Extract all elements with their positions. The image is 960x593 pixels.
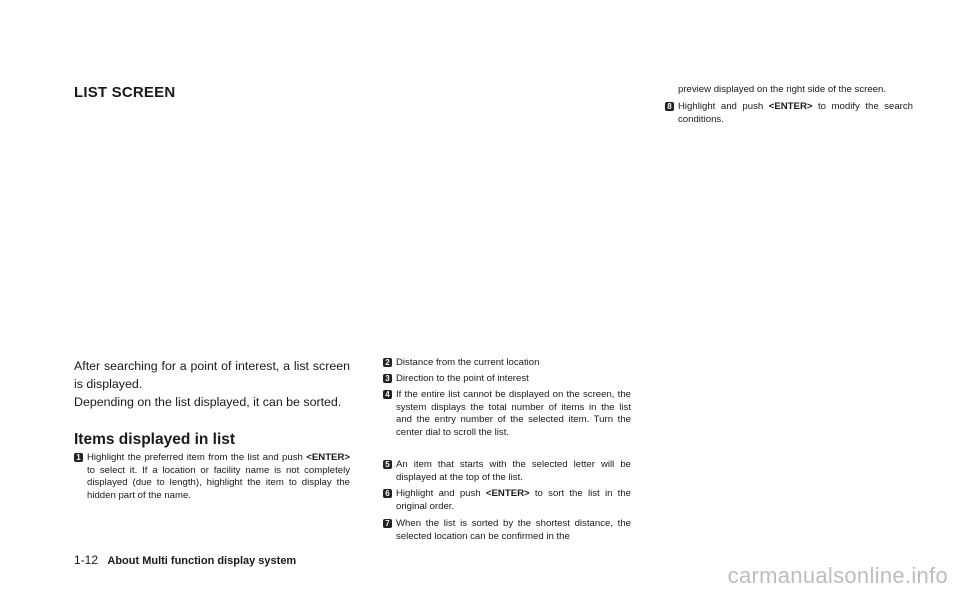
number-badge: 4 xyxy=(383,390,392,399)
list-item-2: 2 Distance from the current location xyxy=(383,357,631,370)
intro-paragraph-1: After searching for a point of interest, a list screen is displayed. xyxy=(74,359,350,391)
number-badge: 7 xyxy=(383,519,392,528)
page-footer xyxy=(74,553,296,567)
list-item-4: 4 If the entire list cannot be displayed on the screen, the system displays the total number of items in the list and the entry number of the selected item. Turn the center dial to scroll the list. xyxy=(383,389,631,439)
list-item-6: 6 Highlight and push <ENTER> to sort the list in the original order. xyxy=(383,488,631,513)
enter-key-label: <ENTER> xyxy=(768,101,813,112)
list-item-1: 1 Highlight the preferred item from the list and push <ENTER> to select it. If a location or facility name is not completely displayed (due to length), highlight the item to display the hidden part of the name. xyxy=(74,452,350,502)
number-badge: 2 xyxy=(383,358,392,367)
number-badge: 5 xyxy=(383,460,392,469)
list-item-8: 8 Highlight and push <ENTER> to modify the search conditions. xyxy=(665,101,913,126)
intro-paragraph-2: Depending on the list displayed, it can be sorted. xyxy=(74,395,342,409)
number-badge: 8 xyxy=(665,102,674,111)
enter-key-label: <ENTER> xyxy=(485,488,530,499)
list-item-3: 3 Direction to the point of interest xyxy=(383,373,631,386)
number-badge: 3 xyxy=(383,374,392,383)
page-number: 1-12 xyxy=(74,553,99,567)
list-item-5: 5 An item that starts with the selected letter will be displayed at the top of the list. xyxy=(383,459,631,484)
footer-title: About Multi function display system xyxy=(107,555,297,567)
watermark: carmanualsonline.info xyxy=(727,563,948,588)
list-item-7-continued: preview displayed on the right side of the screen. xyxy=(678,84,886,95)
section-title: LIST SCREEN xyxy=(74,84,176,101)
list-item-7: 7 When the list is sorted by the shortest distance, the selected location can be confirmed in the xyxy=(383,518,631,543)
number-badge: 1 xyxy=(74,453,83,462)
subheading: Items displayed in list xyxy=(74,431,236,448)
enter-key-label: <ENTER> xyxy=(306,452,350,463)
number-badge: 6 xyxy=(383,489,392,498)
